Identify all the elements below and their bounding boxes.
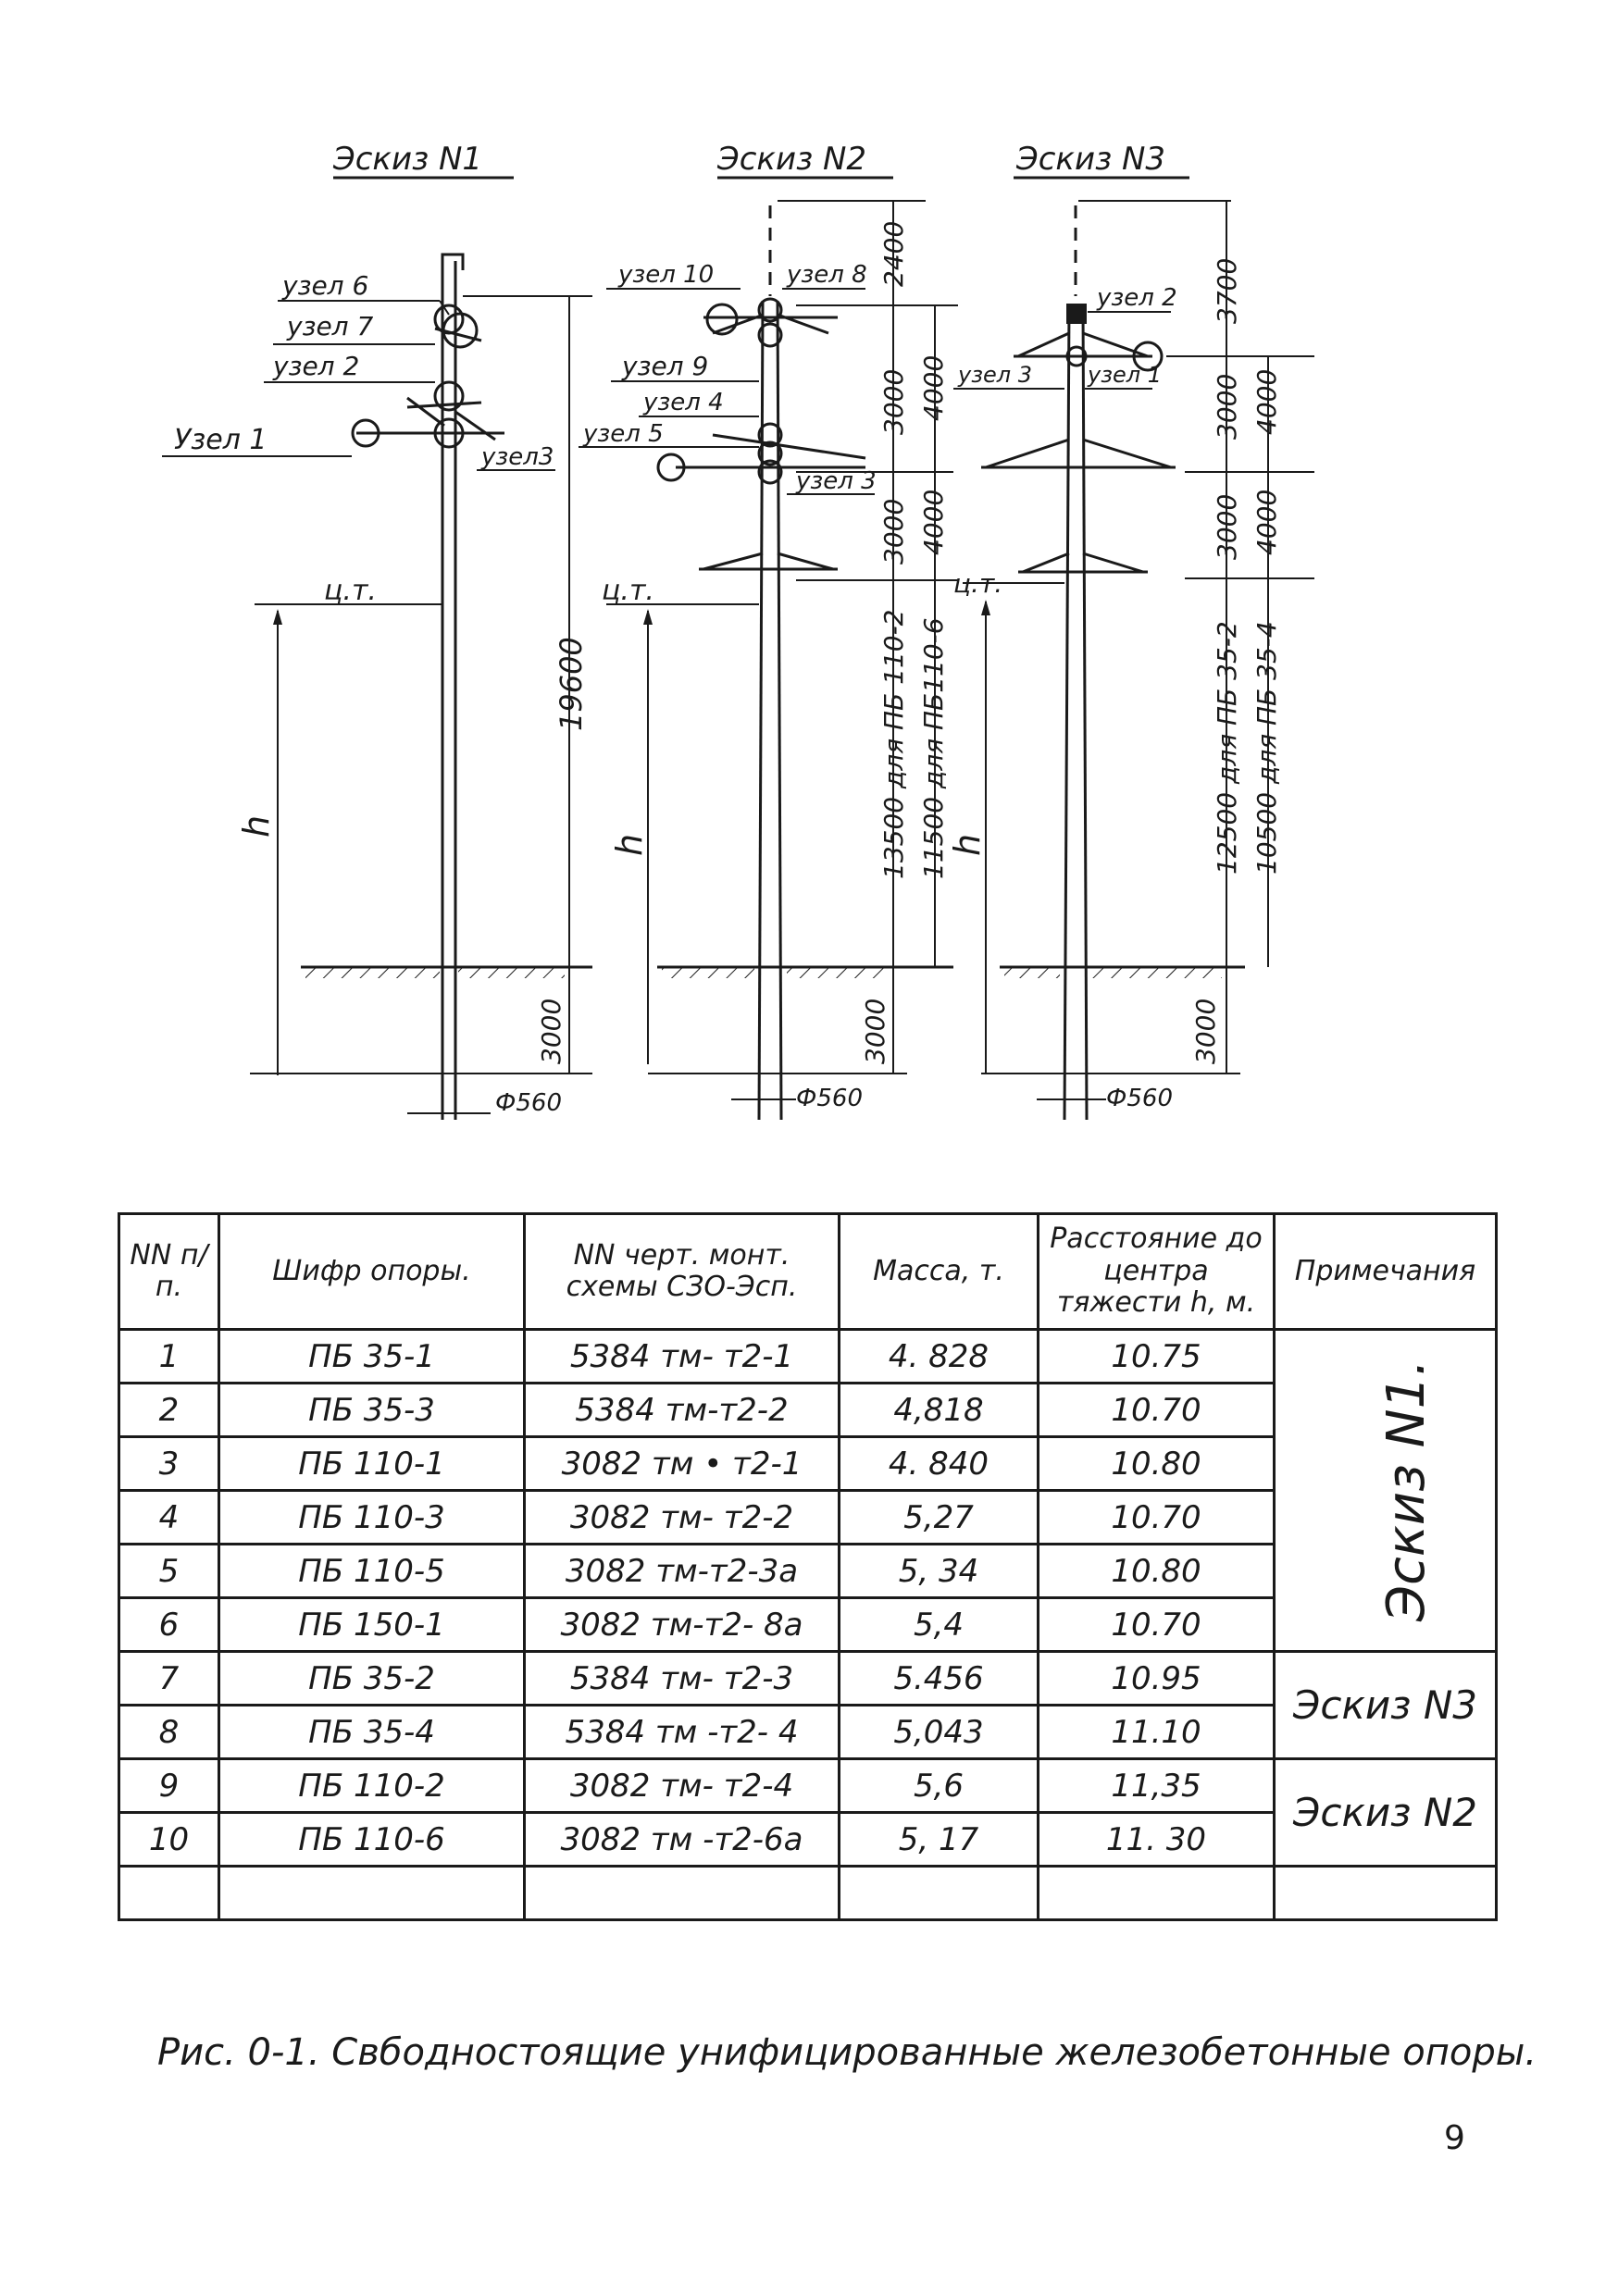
dim-label: 10500 для ПБ 35-4	[1251, 621, 1282, 875]
node-label: узел3	[481, 443, 554, 471]
col-header-notes: Примечания	[1275, 1214, 1497, 1330]
cell-number: 2	[119, 1384, 219, 1437]
cell-drawing: 5384 тм-т2-2	[525, 1384, 840, 1437]
node-label: узел 2	[273, 351, 360, 381]
cell-mass: 5,6	[840, 1759, 1039, 1813]
col-header-drawing: NN черт. монт. схемы СЗО-Эсп.	[525, 1214, 840, 1330]
sketch-2-title: Эскиз N2	[717, 141, 867, 178]
table-row	[119, 1759, 1497, 1813]
cell-number: 4	[119, 1491, 219, 1545]
dim-label: 3000	[860, 998, 890, 1064]
cell-mass: 5,4	[840, 1598, 1039, 1652]
note-sketch-1: Эскиз N1.	[1376, 1359, 1438, 1622]
dim-label: 3000	[536, 998, 566, 1064]
diameter-label: Ф560	[1106, 1085, 1174, 1112]
cell-number: 5	[119, 1545, 219, 1598]
dim-label: 13500 для ПБ 110-2	[878, 609, 909, 879]
cell-mass: 4. 828	[840, 1330, 1039, 1384]
pole-3-left-edge	[1064, 305, 1069, 1120]
cell-drawing: 5384 тм- т2-3	[525, 1652, 840, 1706]
cell-number: 7	[119, 1652, 219, 1706]
cell-distance: 10.70	[1039, 1384, 1275, 1437]
diameter-label: Ф560	[495, 1089, 563, 1117]
node-label: узел 7	[287, 311, 374, 341]
cell-distance: 11,35	[1039, 1759, 1275, 1813]
node-label: узел 2	[1097, 284, 1177, 312]
cell-mass: 5, 17	[840, 1813, 1039, 1867]
dim-label: 11500 для ПБ110-6	[918, 617, 949, 879]
cell-mass: 5,043	[840, 1706, 1039, 1759]
cell-drawing: 3082 тм-т2-3а	[525, 1545, 840, 1598]
dim-label: 3000	[1212, 373, 1242, 440]
cell-code: ПБ 110-2	[219, 1759, 525, 1813]
cell-number: 10	[119, 1813, 219, 1867]
pole-2-right-edge	[778, 301, 781, 1120]
center-label: ц.т.	[324, 575, 377, 607]
col-header-code: Шифр опоры.	[219, 1214, 525, 1330]
cell-distance: 10.70	[1039, 1598, 1275, 1652]
dim-label: 2400	[878, 220, 909, 287]
cell-mass: 4,818	[840, 1384, 1039, 1437]
dim-label: 4000	[918, 489, 949, 555]
dim-label: 12500 для ПБ 35-2	[1212, 621, 1242, 875]
dim-label: 4000	[918, 354, 949, 421]
cell-distance: 10.95	[1039, 1652, 1275, 1706]
node-label: узел 5	[583, 420, 664, 448]
cell-distance: 10.80	[1039, 1437, 1275, 1491]
height-label: h	[236, 814, 277, 838]
page-number: 9	[1444, 2119, 1465, 2157]
cell-code: ПБ 110-1	[219, 1437, 525, 1491]
cell-code: ПБ 110-3	[219, 1491, 525, 1545]
dim-label: 3000	[878, 498, 909, 565]
node-label: узел 10	[618, 261, 715, 289]
dim-label: 4000	[1251, 489, 1282, 555]
sketch-2	[579, 141, 958, 1120]
node-label: узел 8	[787, 261, 867, 289]
node-label: узел 3	[958, 362, 1032, 388]
cell-distance: 11. 30	[1039, 1813, 1275, 1867]
cell-code: ПБ 110-6	[219, 1813, 525, 1867]
cell-code: ПБ 150-1	[219, 1598, 525, 1652]
dim-label: 4000	[1251, 368, 1282, 435]
cell-distance: 10.70	[1039, 1491, 1275, 1545]
cell-distance: 10.75	[1039, 1330, 1275, 1384]
center-label: ц.т.	[953, 568, 1003, 599]
sketch-1-title: Эскиз N1	[333, 141, 483, 178]
cell-drawing: 3082 тм- т2-4	[525, 1759, 840, 1813]
height-label: h	[947, 833, 988, 856]
cell-drawing: 3082 тм • т2-1	[525, 1437, 840, 1491]
cell-distance: 11.10	[1039, 1706, 1275, 1759]
note-sketch-2: Эскиз N2	[1275, 1759, 1497, 1867]
node-label: узел 4	[643, 389, 724, 416]
dim-label: 19600	[554, 637, 589, 731]
pole-3-right-edge	[1083, 305, 1087, 1120]
cell-drawing: 3082 тм-т2- 8а	[525, 1598, 840, 1652]
height-label: h	[609, 833, 650, 856]
cell-drawing: 5384 тм -т2- 4	[525, 1706, 840, 1759]
cell-mass: 4. 840	[840, 1437, 1039, 1491]
cell-code: ПБ 110-5	[219, 1545, 525, 1598]
table-row	[119, 1330, 1497, 1384]
center-label: ц.т.	[602, 575, 654, 607]
dim-label: 3000	[1212, 493, 1242, 560]
cell-drawing: 3082 тм- т2-2	[525, 1491, 840, 1545]
diameter-label: Ф560	[796, 1085, 864, 1112]
col-header-number: NN п/п.	[119, 1214, 219, 1330]
node-label: узел 3	[796, 467, 877, 495]
cell-drawing: 5384 тм- т2-1	[525, 1330, 840, 1384]
cell-number: 3	[119, 1437, 219, 1491]
cell-mass: 5.456	[840, 1652, 1039, 1706]
node-label: узел 1	[1088, 362, 1162, 388]
sketch-3-title: Эскиз N3	[1016, 141, 1166, 178]
sketch-1	[162, 141, 592, 1120]
cell-drawing: 3082 тм -т2-6а	[525, 1813, 840, 1867]
cell-distance: 10.80	[1039, 1545, 1275, 1598]
figure-caption: Рис. 0-1. Свбодностоящие унифицированные железобетонные опоры.	[157, 2031, 1537, 2074]
table-row-empty	[119, 1867, 1497, 1920]
dim-label: 3000	[878, 368, 909, 435]
dim-label: 3000	[1190, 998, 1221, 1064]
cell-mass: 5, 34	[840, 1545, 1039, 1598]
supports-table	[118, 1212, 1498, 1921]
table-row	[119, 1652, 1497, 1706]
cell-number: 9	[119, 1759, 219, 1813]
cell-number: 8	[119, 1706, 219, 1759]
note-sketch-3: Эскиз N3	[1275, 1652, 1497, 1759]
cell-number: 6	[119, 1598, 219, 1652]
node-label: узел 6	[282, 270, 369, 301]
dim-label: 3700	[1212, 257, 1242, 324]
node-label: узел 9	[622, 351, 709, 381]
note-cell-sketch-1	[1275, 1330, 1497, 1652]
pole-2-left-edge	[759, 301, 763, 1120]
cell-number: 1	[119, 1330, 219, 1384]
table-header-row	[119, 1214, 1497, 1330]
col-header-mass: Масса, т.	[840, 1214, 1039, 1330]
cell-code: ПБ 35-4	[219, 1706, 525, 1759]
cell-code: ПБ 35-3	[219, 1384, 525, 1437]
cell-code: ПБ 35-1	[219, 1330, 525, 1384]
node-label: Узел 1	[174, 424, 268, 456]
sketch-3	[947, 141, 1314, 1120]
cell-mass: 5,27	[840, 1491, 1039, 1545]
cell-code: ПБ 35-2	[219, 1652, 525, 1706]
col-header-distance: Расстояние до центра тяжести h, м.	[1039, 1214, 1275, 1330]
